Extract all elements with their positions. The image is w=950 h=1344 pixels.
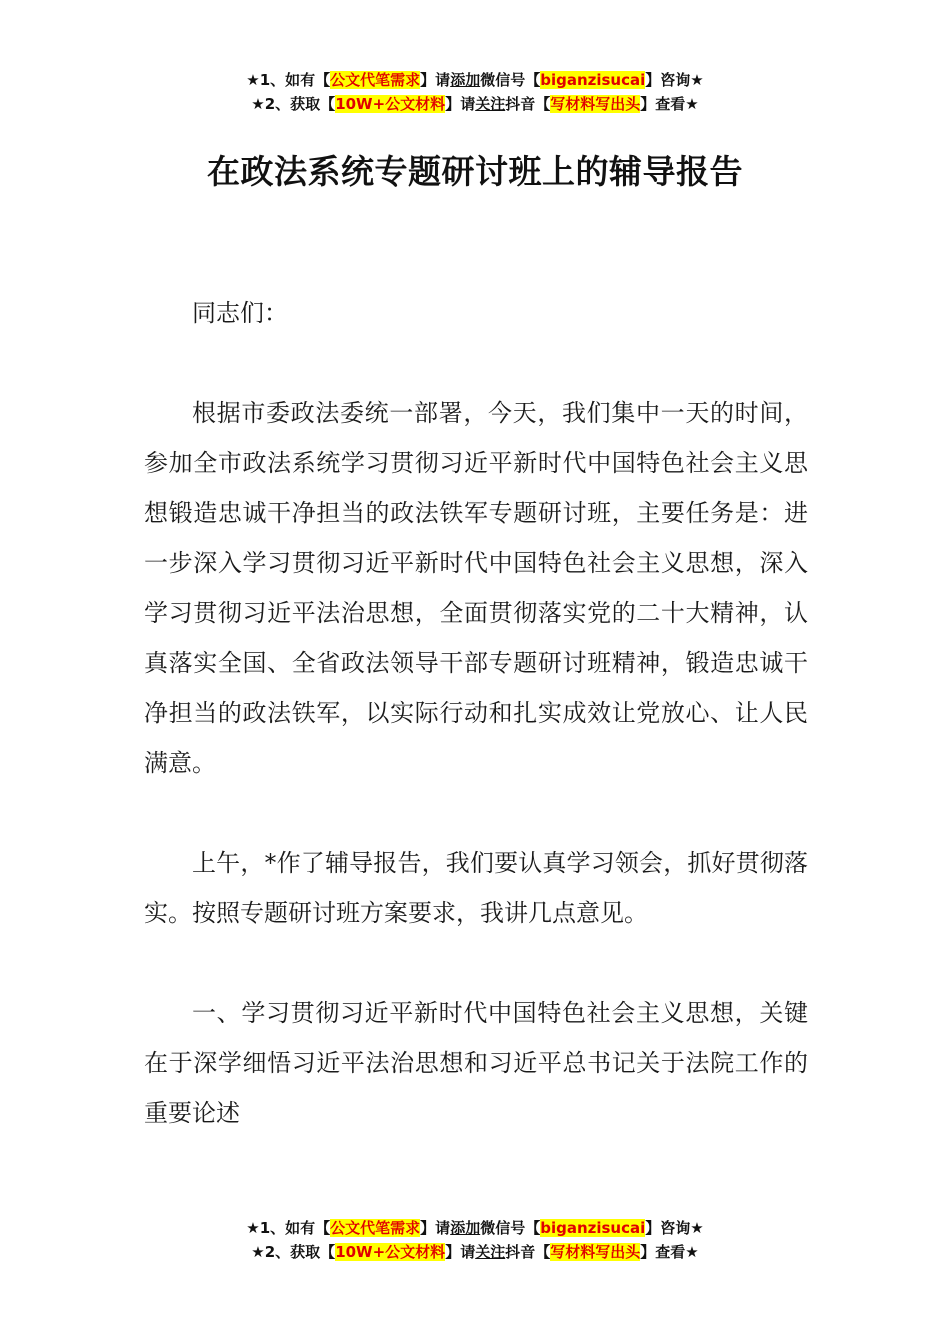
banner-highlight: 10W+公文材料 — [335, 95, 446, 113]
banner-line-1 — [0, 1216, 950, 1240]
banner-text: ★1、如有【 — [246, 1219, 331, 1237]
banner-text: ★1、如有【 — [246, 71, 331, 89]
paragraph-spacer — [144, 788, 808, 838]
salutation: 同志们： — [192, 299, 288, 327]
banner-highlight: 公文代笔需求 — [330, 71, 421, 89]
banner-underlined: 关注 — [475, 1243, 506, 1261]
banner-line-2 — [0, 92, 950, 116]
section-heading: 一、学习贯彻习近平新时代中国特色社会主义思想，关键在于深学细悟习近平法治思想和习近平总书记关于法院工作的重要论述 — [144, 999, 808, 1127]
document-title: 在政法系统专题研讨班上的辅导报告 — [207, 152, 743, 191]
paragraph-spacer — [144, 338, 808, 388]
banner-text: 】请 — [445, 95, 476, 113]
banner-text: 】查看★ — [640, 95, 699, 113]
banner-highlight: biganzisucai — [540, 71, 646, 89]
banner-text: 】请 — [445, 1243, 476, 1261]
paragraph-spacer — [144, 938, 808, 988]
banner-underlined: 添加 — [450, 71, 481, 89]
header-banner — [0, 68, 950, 116]
banner-highlight: 写材料写出头 — [550, 1243, 641, 1261]
banner-text: 抖音【 — [505, 1243, 551, 1261]
banner-text: 】请 — [420, 1219, 451, 1237]
banner-text: ★2、获取【 — [251, 95, 336, 113]
banner-underlined: 关注 — [475, 95, 506, 113]
paragraph: 根据市委政法委统一部署，今天，我们集中一天的时间，参加全市政法系统学习贯彻习近平新时代中国特色社会主义思想锻造忠诚干净担当的政法铁军专题研讨班，主要任务是：进一步深入学习贯彻习近平新时代中国特色社会主义思想，深入学习贯彻习近平法治思想，全面贯彻落实党的二十大精神，认真落实全国、全省政法领导干部专题研讨班精神，锻造忠诚干净担当的政法铁军，以实际行动和扎实成效让党放心、让人民满意。 — [144, 399, 808, 777]
banner-highlight: 10W+公文材料 — [335, 1243, 446, 1261]
banner-highlight: 公文代笔需求 — [330, 1219, 421, 1237]
banner-line-1 — [0, 68, 950, 92]
banner-underlined: 添加 — [450, 1219, 481, 1237]
banner-text: 】请 — [420, 71, 451, 89]
banner-text: 】咨询★ — [645, 1219, 704, 1237]
banner-text: ★2、获取【 — [251, 1243, 336, 1261]
banner-text: 】查看★ — [640, 1243, 699, 1261]
document-body — [144, 288, 808, 1138]
banner-text: 】咨询★ — [645, 71, 704, 89]
banner-highlight: 写材料写出头 — [550, 95, 641, 113]
banner-highlight: biganzisucai — [540, 1219, 646, 1237]
banner-text: 微信号【 — [480, 71, 541, 89]
banner-text: 抖音【 — [505, 95, 551, 113]
footer-banner — [0, 1216, 950, 1264]
banner-text: 微信号【 — [480, 1219, 541, 1237]
paragraph: 上午，*作了辅导报告，我们要认真学习领会，抓好贯彻落实。按照专题研讨班方案要求，我讲几点意见。 — [144, 849, 808, 927]
banner-line-2 — [0, 1240, 950, 1264]
